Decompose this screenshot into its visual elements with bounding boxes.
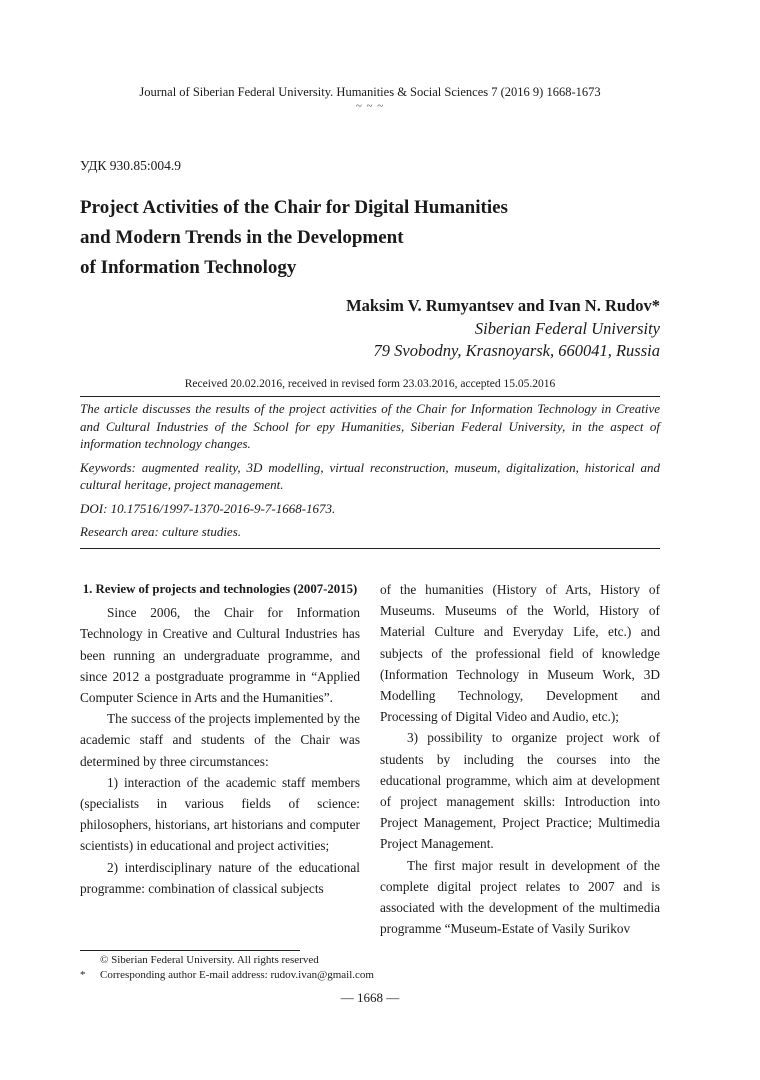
keywords: Keywords: augmented reality, 3D modelling, virtual reconstruction, museum, digitalization, historical and cultural heritage, project management. bbox=[80, 459, 660, 492]
abstract-block bbox=[80, 400, 660, 547]
doi: DOI: 10.17516/1997-1370-2016-9-7-1668-1673. bbox=[80, 500, 336, 516]
abstract-top-rule bbox=[80, 396, 660, 397]
page-number: — 1668 — bbox=[340, 990, 400, 1005]
author-block bbox=[346, 295, 660, 363]
affiliation: Siberian Federal University bbox=[474, 318, 660, 338]
header-ornament: ~ ~ ~ bbox=[355, 100, 385, 112]
body-paragraph: of the humanities (History of Arts, History of Museums. Museums of the World, History of Material Culture and Everyday Life, etc.) and subjects of the professional field of knowledge (Information Technology in Museum Work, 3D Modelling Technology, Development and Processing of Digital Video and Audio, etc.); bbox=[380, 582, 660, 725]
corresponding-email: Corresponding author E-mail address: rudov.ivan@gmail.com bbox=[100, 969, 374, 981]
research-area: Research area: culture studies. bbox=[80, 524, 242, 539]
affiliation-address: 79 Svobodny, Krasnoyarsk, 660041, Russia bbox=[373, 341, 660, 360]
footnote-marker: * bbox=[80, 969, 86, 981]
title-line-3: of Information Technology bbox=[80, 257, 297, 278]
title-line-2: and Modern Trends in the Development bbox=[80, 227, 404, 248]
received-dates: Received 20.02.2016, received in revised form 23.03.2016, accepted 15.05.2016 bbox=[184, 378, 556, 390]
journal-header: Journal of Siberian Federal University. Humanities & Social Sciences 7 (2016 9) 1668-1673 bbox=[139, 85, 601, 99]
copyright-text: © Siberian Federal University. All rights reserved bbox=[100, 954, 319, 966]
section-heading: 1. Review of projects and technologies (2007-2015) bbox=[82, 582, 358, 596]
article-title bbox=[80, 193, 640, 283]
abstract-text: The article discusses the results of the project activities of the Chair for Information Technology in Creative and Cultural Industries of the School for epy Humanities, Siberian Federal University, in the aspect of information technology changes. bbox=[80, 401, 660, 451]
title-line-1: Project Activities of the Chair for Digital Humanities bbox=[80, 197, 508, 218]
body-paragraph: Since 2006, the Chair for Information Technology in Creative and Cultural Industries has been running an undergraduate programme, and since 2012 a postgraduate programme in “Applied Computer Science in Arts and the Humanities”. bbox=[80, 605, 360, 706]
body-paragraph: 1) interaction of the academic staff members (specialists in various fields of science: philosophers, historians, art historians and computer scientists) in educational and project activities; bbox=[80, 774, 360, 854]
corresponding-footnote bbox=[80, 968, 660, 983]
body-paragraph: 2) interdisciplinary nature of the educational programme: combination of classical subjects bbox=[80, 859, 360, 896]
body-paragraph: The first major result in development of the complete digital project relates to 2007 and is associated with the development of the multimedia programme “Museum-Estate of Vasily Surikov bbox=[380, 857, 660, 937]
body-column-right bbox=[380, 579, 660, 939]
body-paragraph: 3) possibility to organize project work of students by including the courses into the educational programme, which aim at development of project management skills: Introduction into Project Management, Project Practice; Multimedia Project Management. bbox=[380, 730, 660, 852]
footnote-rule bbox=[80, 950, 300, 951]
udk-code: УДК 930.85:004.9 bbox=[80, 158, 182, 173]
copyright-footnote bbox=[80, 953, 660, 968]
body-paragraph: The success of the projects implemented by the academic staff and students of the Chair was determined by three circumstances: bbox=[80, 711, 360, 769]
footnotes bbox=[80, 953, 660, 983]
abstract-bottom-rule bbox=[80, 548, 660, 549]
body-column-left bbox=[80, 579, 360, 899]
author-names: Maksim V. Rumyantsev and Ivan N. Rudov* bbox=[346, 296, 660, 315]
